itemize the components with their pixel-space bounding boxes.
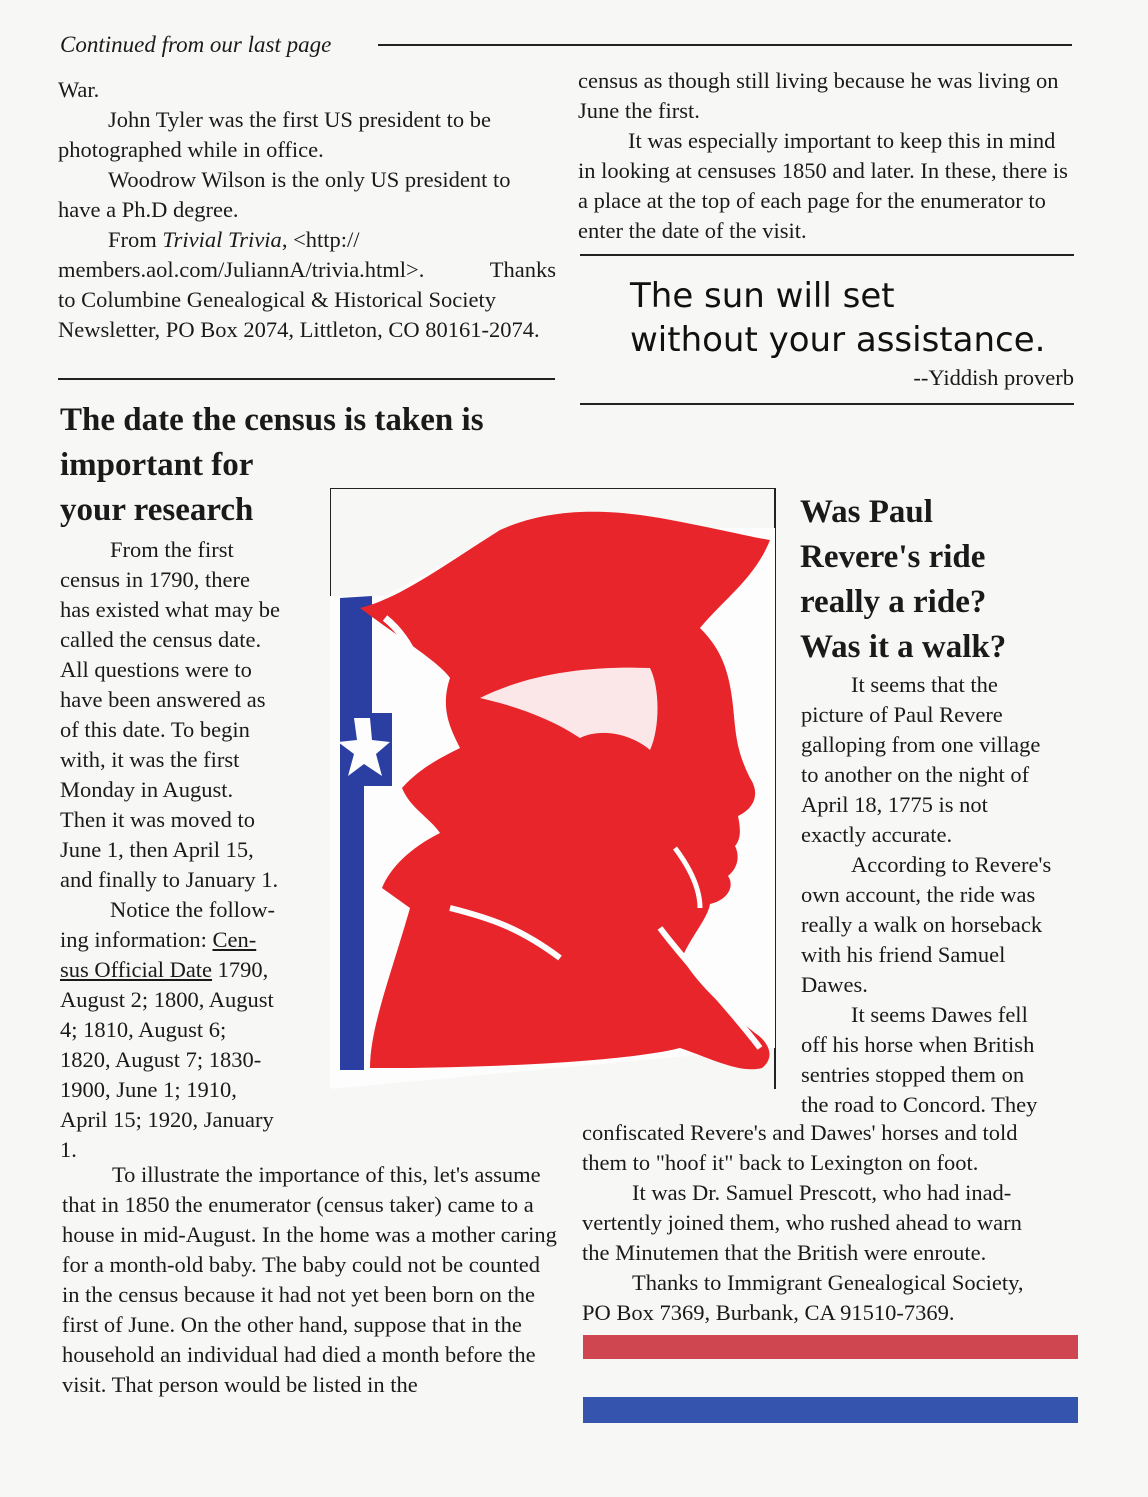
quote-attribution: --Yiddish proverb	[913, 365, 1074, 390]
revere-title-line-1: Was Paul	[800, 494, 933, 530]
revere-line: exactly accurate.	[801, 822, 953, 847]
revere-line: April 18, 1775 is not	[801, 792, 988, 817]
revere-line: to another on the night of	[801, 762, 1030, 787]
census-article-bottom	[62, 1160, 557, 1400]
census-line-part: ing information:	[60, 927, 213, 952]
trivia-p1: John Tyler was the first US president to be photographed while in office.	[58, 107, 491, 162]
revere-wide-line: Thanks to Immigrant Genealogical Society,	[632, 1270, 1024, 1295]
revere-wide-line: the Minutemen that the British were enroute.	[582, 1240, 987, 1265]
census-line: August 2; 1800, August	[60, 987, 274, 1012]
quote-block	[630, 274, 1045, 362]
revere-line: It seems Dawes fell	[851, 1002, 1028, 1027]
revere-line: sentries stopped them on	[801, 1062, 1025, 1087]
revere-title-line-3: really a ride?	[800, 584, 987, 620]
census-line: of this date. To begin	[60, 717, 250, 742]
census-bottom-para: To illustrate the importance of this, let's assume that in 1850 the enumerator (census taker) came to a house in mid-August. In the home was a mother caring for a month-old baby. The baby could not be counted in the census because it had not yet been born on the first of June. On the other hand, suppose that in the household an individual had died a month before the visit. That person would be listed in the	[62, 1162, 557, 1397]
revere-line: with his friend Samuel	[801, 942, 1006, 967]
census-line: June 1, then April 15,	[60, 837, 254, 862]
census-line: called the census date.	[60, 627, 262, 652]
trivia-from: From	[108, 227, 163, 252]
census-continued-column	[578, 66, 1072, 246]
census-line	[60, 955, 310, 985]
trivia-p0: War.	[58, 77, 100, 102]
header-rule	[378, 44, 1072, 46]
census-line: 1.	[60, 1137, 77, 1162]
revere-article-body	[801, 670, 1076, 1120]
blue-bar	[583, 1397, 1078, 1423]
continued-p1: census as though still living because he was living on June the first.	[578, 68, 1059, 123]
revere-line: the road to Concord. They	[801, 1092, 1038, 1117]
trivia-url-2: members.aol.com/JuliannA/trivia.html>.	[58, 257, 425, 282]
census-title-line-2: important for	[60, 447, 254, 483]
census-line: Then it was moved to	[60, 807, 255, 832]
quote-line-1: The sun will set	[630, 276, 895, 316]
red-bar	[583, 1335, 1078, 1359]
trivia-column	[58, 75, 556, 345]
revere-wide-line: them to "hoof it" back to Lexington on foot.	[582, 1150, 979, 1175]
patriot-profile-logo-icon	[330, 488, 776, 1089]
census-line: Notice the follow-	[110, 897, 275, 922]
trivia-url-1: , <http://	[281, 227, 360, 252]
census-title-line-3: your research	[60, 492, 254, 528]
census-line: 1820, August 7; 1830-	[60, 1047, 262, 1072]
census-line: census in 1790, there	[60, 567, 250, 592]
revere-line: really a walk on horseback	[801, 912, 1043, 937]
quote-top-rule	[580, 254, 1074, 256]
quote-bottom-rule	[580, 403, 1074, 405]
trivia-credit: to Columbine Genealogical & Historical Society Newsletter, PO Box 2074, Littleton, CO 80161-2074.	[58, 287, 540, 342]
census-line: and finally to January 1.	[60, 867, 279, 892]
census-line-part: 1790,	[212, 957, 269, 982]
revere-line: Dawes.	[801, 972, 868, 997]
census-line: From the first	[110, 537, 234, 562]
revere-line: off his horse when British	[801, 1032, 1035, 1057]
continued-label: Continued from our last page	[60, 32, 332, 57]
revere-wide-line: It was Dr. Samuel Prescott, who had inad-	[632, 1180, 1012, 1205]
revere-line: galloping from one village	[801, 732, 1041, 757]
census-line: All questions were to	[60, 657, 252, 682]
census-line: April 15; 1920, January	[60, 1107, 274, 1132]
census-title-line-1: The date the census is taken is	[60, 402, 484, 438]
census-line: 1900, June 1; 1910,	[60, 1077, 237, 1102]
revere-article-body-wide	[582, 1118, 1076, 1328]
revere-wide-line: vertently joined them, who rushed ahead to warn	[582, 1210, 1022, 1235]
revere-article-title	[800, 490, 1006, 670]
left-rule	[58, 378, 555, 380]
revere-line: According to Revere's	[851, 852, 1052, 877]
trivia-source-title: Trivial Trivia	[162, 227, 282, 252]
census-line	[60, 925, 310, 955]
revere-wide-line: PO Box 7369, Burbank, CA 91510-7369.	[582, 1300, 955, 1325]
census-line: with, it was the first	[60, 747, 240, 772]
census-article-body	[60, 535, 310, 1165]
quote-line-2: without your assistance.	[630, 320, 1046, 360]
census-line: 4; 1810, August 6;	[60, 1017, 227, 1042]
census-line: Monday in August.	[60, 777, 234, 802]
revere-line: own account, the ride was	[801, 882, 1036, 907]
revere-line: picture of Paul Revere	[801, 702, 1003, 727]
revere-title-line-4: Was it a walk?	[800, 629, 1007, 665]
census-official-date-1: Cen-	[212, 927, 257, 952]
revere-title-line-2: Revere's ride	[800, 539, 986, 575]
continued-p2: It was especially important to keep this in mind in looking at censuses 1850 and later. In these, there is a place at the top of each page for the enumerator to enter the date of the visit.	[578, 128, 1068, 243]
trivia-p3	[58, 225, 556, 255]
trivia-p2: Woodrow Wilson is the only US president to have a Ph.D degree.	[58, 167, 511, 222]
trivia-url-line	[58, 255, 556, 285]
census-line: have been answered as	[60, 687, 266, 712]
patriot-image	[330, 488, 776, 1089]
revere-wide-line: confiscated Revere's and Dawes' horses and told	[582, 1120, 1018, 1145]
census-official-date-2: sus Official Date	[60, 957, 213, 982]
census-line: has existed what may be	[60, 597, 280, 622]
trivia-thanks: Thanks	[489, 257, 556, 282]
revere-line: It seems that the	[851, 672, 998, 697]
